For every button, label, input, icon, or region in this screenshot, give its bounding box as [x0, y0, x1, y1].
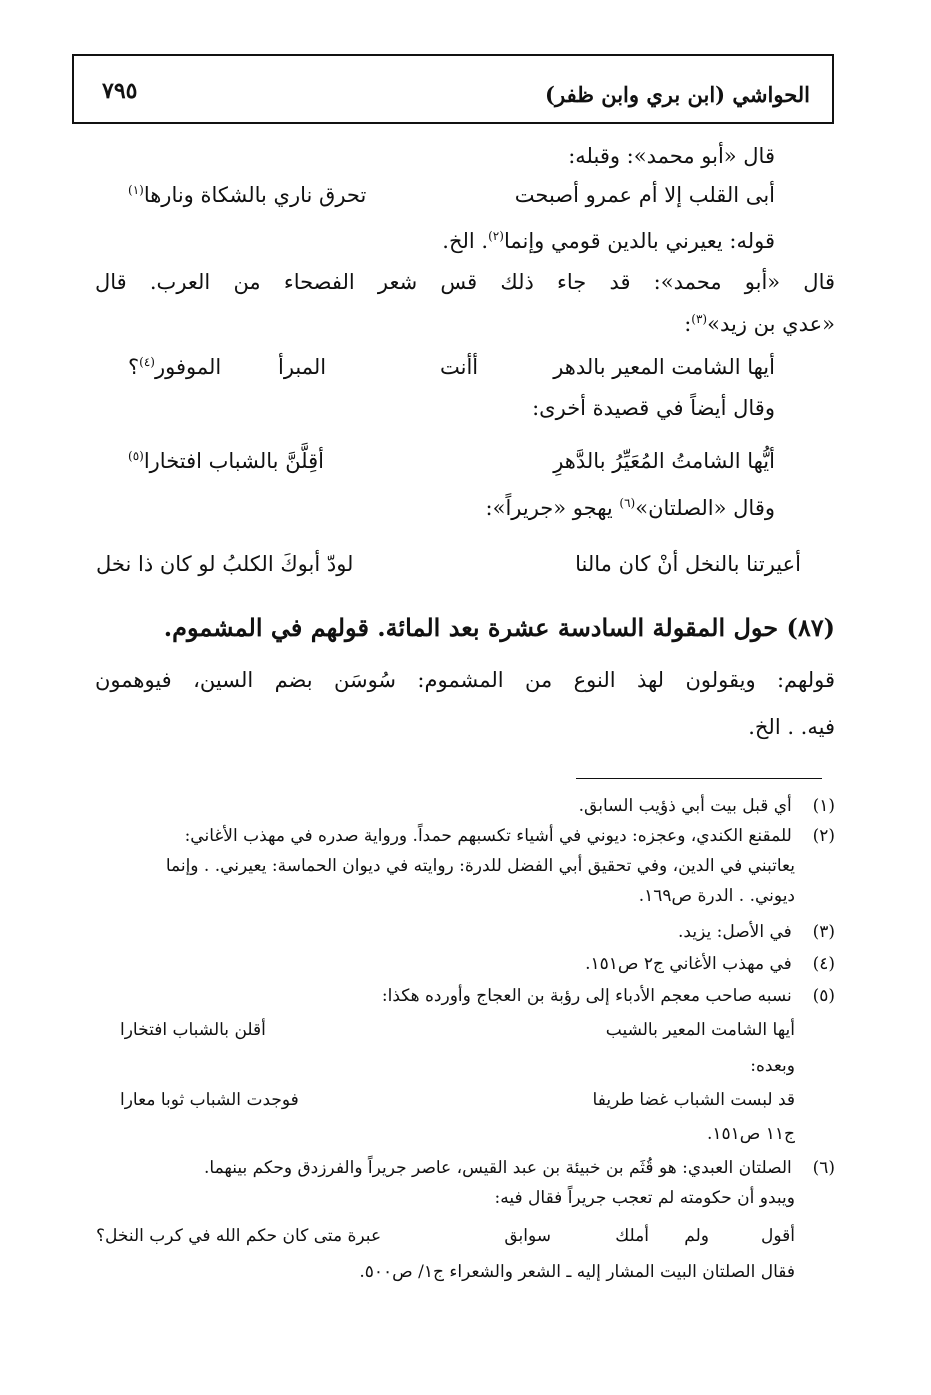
header-title: الحواشي (ابن بري وابن ظفر)	[545, 82, 810, 107]
footnote-4	[585, 954, 835, 975]
footnote-number: (٦)	[812, 1158, 835, 1178]
footnote-marker: (٤)	[139, 355, 155, 369]
body-text: قال «أبو محمد»: وقبله:	[568, 144, 775, 168]
body-text: قال «أبو محمد»: قد جاء ذلك قس شعر الفصحاء من العرب. قال	[95, 270, 835, 294]
footnote-6-verse-left	[96, 1226, 381, 1247]
verse-word: أأنت	[440, 355, 479, 379]
footnote-text: ج١١ ص١٥١.	[706, 1124, 795, 1144]
footnote-6-verse-word-2	[684, 1226, 709, 1247]
footnote-text: في الأصل: يزيد.	[678, 922, 792, 942]
body-line-9	[486, 496, 775, 521]
verse-1-right	[515, 183, 775, 208]
page-number: ٧٩٥	[102, 78, 138, 104]
verse-hemistich: أبى القلب إلا أم عمرو أصبحت	[514, 183, 775, 207]
body-text: فيه. . الخ.	[748, 715, 835, 739]
footnote-text: نسبه صاحب معجم الأدباء إلى رؤبة بن العجاج وأورده هكذا:	[381, 986, 792, 1006]
verse-1-left	[128, 183, 366, 208]
body-text: قوله: يعيرني بالدين قومي وإنما	[503, 229, 775, 253]
footnote-text: ديوني. . الدرة ص١٦٩.	[638, 886, 795, 906]
body-line-7	[532, 396, 775, 421]
body-line-5	[684, 312, 835, 337]
footnote-marker: (١)	[128, 183, 144, 197]
footnote-6-line-3	[359, 1262, 795, 1283]
footnote-2-line-3	[639, 886, 795, 907]
verse-2-word-b	[278, 355, 326, 380]
body-line-1	[568, 144, 775, 169]
verse-2-word-a	[440, 355, 478, 380]
body-text: وقال «الصلتان»	[635, 496, 775, 520]
verse-word: أملك	[615, 1226, 649, 1246]
body-line-4	[95, 270, 835, 295]
verse-4-left	[96, 552, 353, 577]
footnote-number: (٤)	[812, 954, 835, 974]
verse-2-right	[553, 355, 775, 380]
footnote-text: أي قبل بيت أبي ذؤيب السابق.	[578, 796, 792, 816]
verse-hemistich: أيها الشامت المعير بالشيب	[605, 1020, 795, 1040]
verse-word: ولم	[684, 1226, 709, 1246]
body-line-3	[442, 229, 775, 254]
verse-hemistich: لودّ أبوكَ الكلبُ لو كان ذا نخل	[96, 552, 354, 576]
verse-3-left	[128, 449, 324, 474]
footnote-text: في مهذب الأغاني ج٢ ص١٥١.	[585, 954, 792, 974]
footnote-marker: (٣)	[691, 312, 708, 326]
footnote-6-line-2	[495, 1188, 795, 1209]
footnote-number: (٣)	[812, 922, 835, 942]
body-text: قولهم: ويقولون لهذ النوع من المشموم: سُوسَن بضم السين، فيوهمون	[95, 668, 835, 692]
footnote-number: (١)	[812, 796, 835, 816]
verse-word: الموفور	[154, 355, 222, 379]
body-text: وقال أيضاً في قصيدة أخرى:	[532, 396, 775, 420]
section-87-line-1	[95, 668, 835, 693]
footnote-number: (٢)	[812, 826, 835, 846]
footnote-5-line-1	[382, 986, 835, 1007]
verse-hemistich: قد لبست الشباب غضا طريفا	[592, 1090, 795, 1110]
footnote-separator	[576, 778, 822, 779]
footnote-5-line-2	[750, 1056, 795, 1077]
verse-hemistich: عبرة متى كان حكم الله في كرب النخل؟	[96, 1226, 382, 1246]
verse-hemistich: أقِلَّنَّ بالشباب افتخارا	[143, 449, 325, 473]
verse-hemistich: أعيرتنا بالنخل أنْ كان مالنا	[575, 552, 801, 576]
footnote-marker: (٦)	[619, 496, 636, 510]
verse-word: أقول	[761, 1226, 795, 1246]
verse-hemistich: تحرق ناري بالشكاة ونارها	[143, 183, 367, 207]
verse-2-word-c	[128, 355, 221, 380]
footnote-1	[579, 796, 835, 817]
footnote-5-verse-2-right	[593, 1090, 795, 1111]
footnote-text: يعاتبني في الدين، وفي تحقيق أبي الفضل للدرة: روايته في ديوان الحماسة: يعيرني. . وإنما	[165, 856, 795, 876]
section-87-line-2	[748, 715, 835, 740]
verse-hemistich: أيها الشامت المعير بالدهر	[553, 355, 775, 379]
verse-4-right	[575, 552, 801, 577]
body-text: . الخ.	[442, 229, 489, 253]
body-text: :	[684, 312, 692, 336]
footnote-5-verse-2-left	[120, 1090, 299, 1111]
footnote-6-verse-word-4	[504, 1226, 551, 1247]
footnote-text: الصلتان العبدي: هو قُثَم بن خبيئة بن عبد القيس، عاصر جريراً والفرزدق وحكم بينهما.	[204, 1158, 792, 1178]
footnote-text: وبعده:	[750, 1056, 795, 1076]
verse-hemistich: فوجدت الشباب ثوبا معارا	[120, 1090, 299, 1110]
footnote-text: فقال الصلتان البيت المشار إليه ـ الشعر والشعراء ج١/ ص٥٠٠.	[359, 1262, 795, 1282]
footnote-6-verse-word-3	[615, 1226, 649, 1247]
footnote-5-verse-1-left	[120, 1020, 266, 1041]
footnote-2-line-1	[185, 826, 835, 847]
body-text: «عدي بن زيد»	[707, 312, 835, 336]
footnote-5-verse-1-right	[606, 1020, 795, 1041]
footnote-6-verse-word-1	[761, 1226, 795, 1247]
verse-word: سوابق	[504, 1226, 551, 1246]
verse-hemistich: أقلن بالشباب افتخارا	[120, 1020, 266, 1040]
footnote-marker: (٥)	[128, 449, 144, 463]
footnote-text: ويبدو أن حكومته لم تعجب جريراً فقال فيه:	[494, 1188, 795, 1208]
verse-hemistich: أيُّها الشامتُ المُعَيِّرُ بالدَّهرِ	[553, 449, 775, 473]
footnote-text: للمقنع الكندي، وعجزه: ديوني في أشياء تكسبهم حمداً. ورواية صدره في مهذب الأغاني:	[184, 826, 792, 846]
section-heading-87: (٨٧) حول المقولة السادسة عشرة بعد المائة. قولهم في المشموم.	[163, 613, 835, 642]
footnote-3	[678, 922, 835, 943]
footnote-6-line-1	[204, 1158, 835, 1179]
footnote-5-line-3	[707, 1124, 795, 1145]
running-header	[72, 54, 834, 124]
footnote-2-line-2	[166, 856, 795, 877]
verse-3-right	[553, 449, 775, 474]
verse-word: المبرأ	[278, 355, 327, 379]
body-text: يهجو «جريراً»:	[485, 496, 620, 520]
footnote-marker: (٢)	[488, 229, 504, 243]
verse-word: ؟	[128, 355, 140, 379]
footnote-number: (٥)	[812, 986, 835, 1006]
